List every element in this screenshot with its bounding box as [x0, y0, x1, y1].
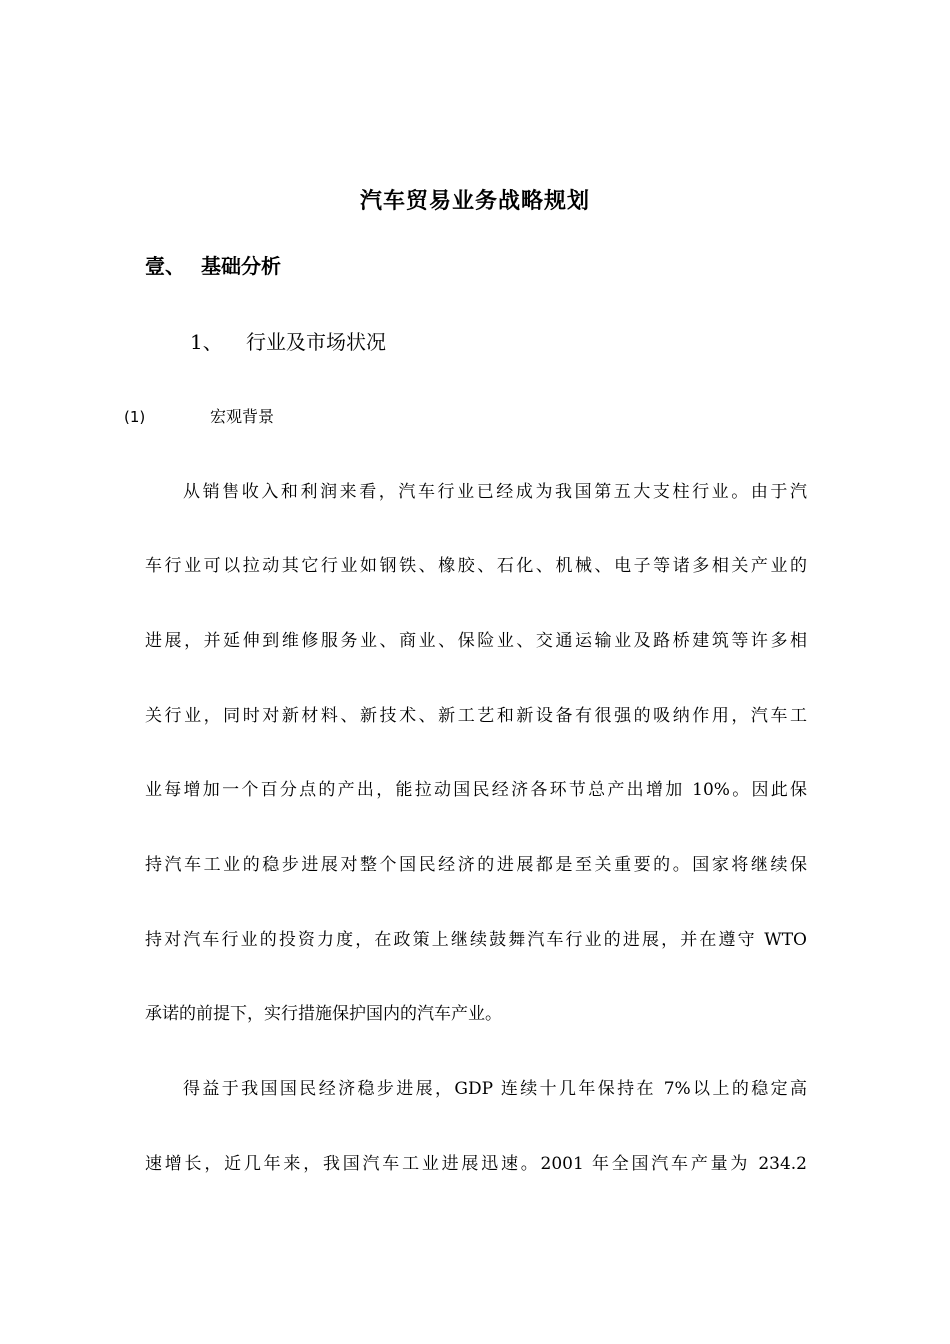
- document-title: 汽车贸易业务战略规划: [359, 188, 590, 214]
- paragraph-line: 承诺的前提下，实行措施保护国内的汽车产业。: [145, 1004, 502, 1024]
- subsection-heading-industry-market: [190, 326, 386, 355]
- paragraph-line: 业每增加一个百分点的产出，能拉动国民经济各环节总产出增加 10%。因此保: [145, 780, 807, 800]
- subsubsection-number: (1): [124, 408, 146, 426]
- subsubsection-heading-macro-background: [124, 404, 274, 427]
- section-number: 壹、: [145, 254, 185, 278]
- paragraph-line: 从销售收入和利润来看，汽车行业已经成为我国第五大支柱行业。由于汽: [183, 482, 807, 502]
- subsection-number: 1、: [190, 330, 223, 354]
- paragraph-line: 车行业可以拉动其它行业如钢铁、橡胶、石化、机械、电子等诸多相关产业的: [145, 556, 807, 576]
- subsection-label: 行业及市场状况: [246, 330, 386, 354]
- paragraph-line: 得益于我国国民经济稳步进展，GDP 连续十几年保持在 7%以上的稳定高: [183, 1079, 807, 1099]
- paragraph-line: 持对汽车行业的投资力度，在政策上继续鼓舞汽车行业的进展，并在遵守 WTO: [145, 930, 807, 950]
- paragraph-line: 关行业，同时对新材料、新技术、新工艺和新设备有很强的吸纳作用，汽车工: [145, 706, 807, 726]
- subsubsection-label: 宏观背景: [210, 407, 275, 426]
- paragraph-line: 进展，并延伸到维修服务业、商业、保险业、交通运输业及路桥建筑等许多相: [145, 631, 807, 651]
- paragraph-line: 速增长，近几年来，我国汽车工业进展迅速。2001 年全国汽车产量为 234.2: [145, 1154, 807, 1174]
- section-heading-basic-analysis: [145, 250, 281, 279]
- section-label: 基础分析: [201, 254, 281, 278]
- paragraph-line: 持汽车工业的稳步进展对整个国民经济的进展都是至关重要的。国家将继续保: [145, 855, 807, 875]
